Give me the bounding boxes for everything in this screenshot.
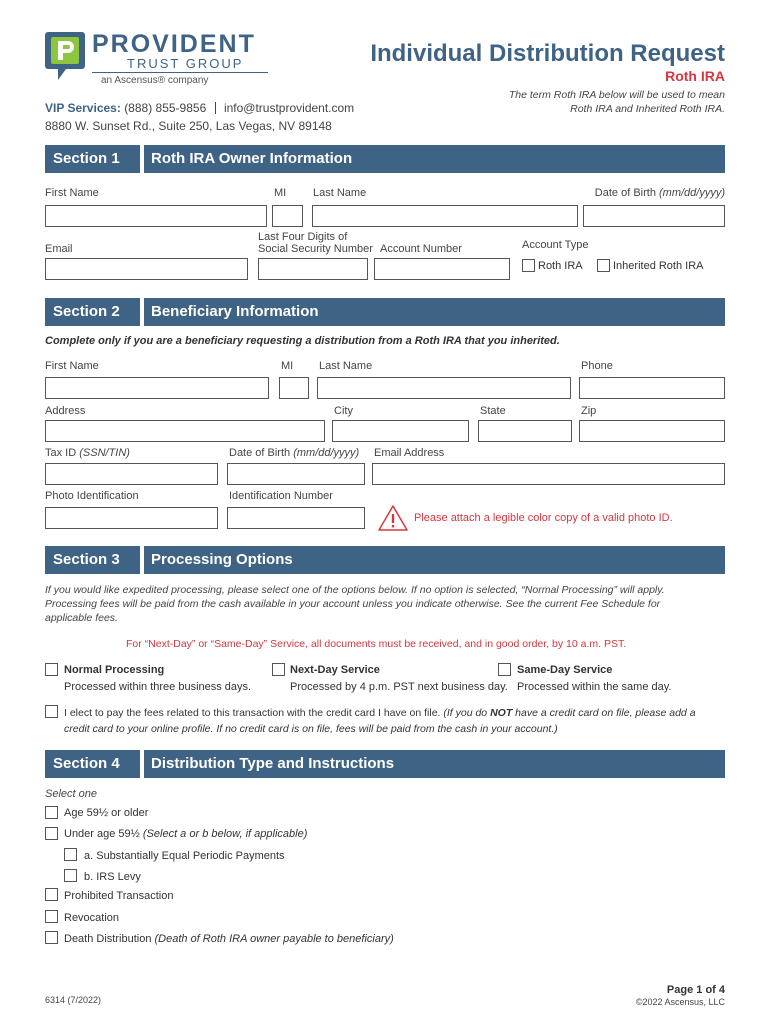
fee-text-b: (If you do bbox=[443, 707, 491, 719]
owner-dob-format: (mm/dd/yyyy) bbox=[659, 187, 725, 199]
owner-account-type-label: Account Type bbox=[522, 239, 589, 251]
owner-first-name-label: First Name bbox=[45, 187, 99, 199]
section3-number: Section 3 bbox=[45, 546, 140, 574]
same-day-checkbox[interactable] bbox=[498, 663, 511, 676]
fee-text-a: I elect to pay the fees related to this transaction with the credit card I have on file. bbox=[64, 707, 444, 719]
irs-levy-label: b. IRS Levy bbox=[84, 871, 141, 883]
ben-state-input[interactable] bbox=[478, 420, 572, 442]
account-type-inherited-label: Inherited Roth IRA bbox=[613, 260, 704, 272]
ben-id-number-input[interactable] bbox=[227, 507, 365, 529]
ben-first-name-input[interactable] bbox=[45, 377, 269, 399]
death-distribution-note: (Death of Roth IRA owner payable to beneficiary) bbox=[154, 933, 394, 945]
section3-title: Processing Options bbox=[144, 546, 725, 574]
processing-intro-2: Processing fees will be paid from the cash available in your account unless you indicate otherwise. See the current Fee Schedule for bbox=[45, 598, 661, 610]
logo bbox=[44, 30, 274, 90]
revocation-label: Revocation bbox=[64, 912, 120, 924]
normal-processing-checkbox[interactable] bbox=[45, 663, 58, 676]
owner-email-label: Email bbox=[45, 243, 73, 255]
death-distribution-checkbox[interactable] bbox=[45, 931, 58, 944]
provident-logo-icon bbox=[44, 30, 86, 82]
ben-tax-id-format: (SSN/TIN) bbox=[79, 447, 130, 459]
processing-intro-3: applicable fees. bbox=[45, 612, 118, 624]
ben-address-input[interactable] bbox=[45, 420, 325, 442]
brand-sub: TRUST GROUP bbox=[127, 56, 244, 71]
ben-phone-input[interactable] bbox=[579, 377, 725, 399]
owner-dob-text: Date of Birth bbox=[594, 187, 659, 199]
ben-photo-id-input[interactable] bbox=[45, 507, 218, 529]
owner-account-number-label: Account Number bbox=[380, 243, 462, 255]
brand-name: PROVIDENT bbox=[92, 30, 256, 58]
vip-label: VIP Services: bbox=[45, 101, 121, 115]
section1-title: Roth IRA Owner Information bbox=[144, 145, 725, 173]
fee-text-c: have a credit card on file, please add a bbox=[512, 707, 696, 719]
owner-dob-input[interactable] bbox=[583, 205, 725, 227]
sepp-checkbox[interactable] bbox=[64, 848, 77, 861]
owner-last-name-label: Last Name bbox=[313, 187, 367, 199]
same-day-desc: Processed within the same day. bbox=[517, 681, 672, 693]
section4-title: Distribution Type and Instructions bbox=[144, 750, 725, 778]
irs-levy-checkbox[interactable] bbox=[64, 869, 77, 882]
ben-phone-label: Phone bbox=[581, 360, 613, 372]
ben-photo-id-label: Photo Identification bbox=[45, 490, 139, 502]
fee-text-not: NOT bbox=[490, 707, 513, 719]
credit-card-fee-text-2: credit card to your online profile. If no credit card is on file, fees will be paid from the cash in your account.) bbox=[64, 723, 558, 735]
form-code: 6314 (7/2022) bbox=[45, 995, 102, 1005]
page-number: Page 1 of 4 bbox=[666, 984, 725, 996]
processing-intro-1: If you would like expedited processing, please select one of the options below. If no option is selected, “Normal Processing” will apply. bbox=[45, 584, 665, 596]
ben-email-label: Email Address bbox=[374, 447, 445, 459]
next-day-desc: Processed by 4 p.m. PST next business day. bbox=[290, 681, 508, 693]
next-day-title: Next-Day Service bbox=[290, 664, 380, 676]
ben-tax-id-input[interactable] bbox=[45, 463, 218, 485]
section2-title: Beneficiary Information bbox=[144, 298, 725, 326]
ben-email-input[interactable] bbox=[372, 463, 725, 485]
warning-icon bbox=[377, 504, 409, 532]
age-under-checkbox[interactable] bbox=[45, 827, 58, 840]
death-distribution-text: Death Distribution bbox=[64, 933, 155, 945]
ben-dob-input[interactable] bbox=[227, 463, 365, 485]
credit-card-fee-checkbox[interactable] bbox=[45, 705, 58, 718]
ben-address-label: Address bbox=[45, 405, 86, 417]
ben-dob-text: Date of Birth bbox=[229, 447, 294, 459]
vip-line bbox=[45, 101, 354, 115]
ben-tax-id-label bbox=[45, 447, 130, 459]
ben-mi-label: MI bbox=[281, 360, 294, 372]
age-under-text: Under age 59½ bbox=[64, 828, 143, 840]
ben-last-name-label: Last Name bbox=[319, 360, 373, 372]
age-over-label: Age 59½ or older bbox=[64, 807, 149, 819]
next-day-checkbox[interactable] bbox=[272, 663, 285, 676]
account-type-inherited-checkbox[interactable] bbox=[597, 259, 610, 272]
select-one-label: Select one bbox=[45, 788, 97, 800]
same-day-title: Same-Day Service bbox=[517, 664, 613, 676]
ben-first-name-label: First Name bbox=[45, 360, 99, 372]
ben-zip-label: Zip bbox=[581, 405, 597, 417]
ben-id-number-label: Identification Number bbox=[229, 490, 333, 502]
term-note-2: Roth IRA and Inherited Roth IRA. bbox=[570, 103, 725, 115]
ben-city-input[interactable] bbox=[332, 420, 469, 442]
normal-processing-title: Normal Processing bbox=[64, 664, 165, 676]
term-note-1: The term Roth IRA below will be used to mean bbox=[508, 89, 725, 101]
owner-mi-label: MI bbox=[274, 187, 287, 199]
ben-mi-input[interactable] bbox=[279, 377, 309, 399]
age-under-label bbox=[64, 828, 307, 840]
ben-city-label: City bbox=[334, 405, 353, 417]
photo-id-warning: Please attach a legible color copy of a valid photo ID. bbox=[414, 512, 673, 524]
ben-last-name-input[interactable] bbox=[317, 377, 571, 399]
ben-dob-format: (mm/dd/yyyy) bbox=[293, 447, 360, 459]
revocation-checkbox[interactable] bbox=[45, 910, 58, 923]
age-under-note: (Select a or b below, if applicable) bbox=[142, 828, 308, 840]
section1-number: Section 1 bbox=[45, 145, 140, 173]
copyright: ©2022 Ascensus, LLC bbox=[635, 997, 725, 1007]
beneficiary-instruction: Complete only if you are a beneficiary requesting a distribution from a Roth IRA that you inherited. bbox=[45, 335, 560, 347]
owner-email-input[interactable] bbox=[45, 258, 248, 280]
section4-number: Section 4 bbox=[45, 750, 140, 778]
prohibited-checkbox[interactable] bbox=[45, 888, 58, 901]
credit-card-fee-text bbox=[64, 707, 696, 719]
vip-email[interactable]: info@trustprovident.com bbox=[223, 101, 355, 115]
owner-first-name-input[interactable] bbox=[45, 205, 267, 227]
ben-dob-label bbox=[229, 447, 359, 459]
vip-separator bbox=[215, 102, 216, 114]
ben-zip-input[interactable] bbox=[579, 420, 725, 442]
sepp-label: a. Substantially Equal Periodic Payments bbox=[84, 850, 285, 862]
death-distribution-label bbox=[64, 933, 394, 945]
account-type-roth-checkbox[interactable] bbox=[522, 259, 535, 272]
vip-phone: (888) 855-9856 bbox=[124, 101, 207, 115]
brand-divider bbox=[92, 72, 268, 73]
owner-dob-label bbox=[595, 187, 725, 199]
prohibited-label: Prohibited Transaction bbox=[64, 890, 174, 902]
owner-last-name-input[interactable] bbox=[312, 205, 578, 227]
company-address: 8880 W. Sunset Rd., Suite 250, Las Vegas, NV 89148 bbox=[45, 119, 332, 133]
ben-state-label: State bbox=[480, 405, 506, 417]
owner-ssn-label-1: Last Four Digits of bbox=[258, 231, 348, 243]
page-title: Individual Distribution Request bbox=[370, 40, 725, 67]
brand-company: an Ascensus® company bbox=[101, 75, 209, 86]
page-subtitle: Roth IRA bbox=[665, 68, 725, 84]
normal-processing-desc: Processed within three business days. bbox=[64, 681, 252, 693]
processing-deadline: For “Next-Day” or “Same-Day” Service, all documents must be received, and in good order, by 10 a.m. PST. bbox=[126, 638, 627, 650]
owner-account-number-input[interactable] bbox=[374, 258, 510, 280]
age-over-checkbox[interactable] bbox=[45, 806, 58, 819]
owner-mi-input[interactable] bbox=[272, 205, 303, 227]
section2-number: Section 2 bbox=[45, 298, 140, 326]
owner-ssn-input[interactable] bbox=[258, 258, 368, 280]
ben-tax-id-text: Tax ID bbox=[45, 447, 80, 459]
account-type-roth-label: Roth IRA bbox=[538, 260, 583, 272]
owner-ssn-label-2: Social Security Number bbox=[258, 243, 373, 255]
